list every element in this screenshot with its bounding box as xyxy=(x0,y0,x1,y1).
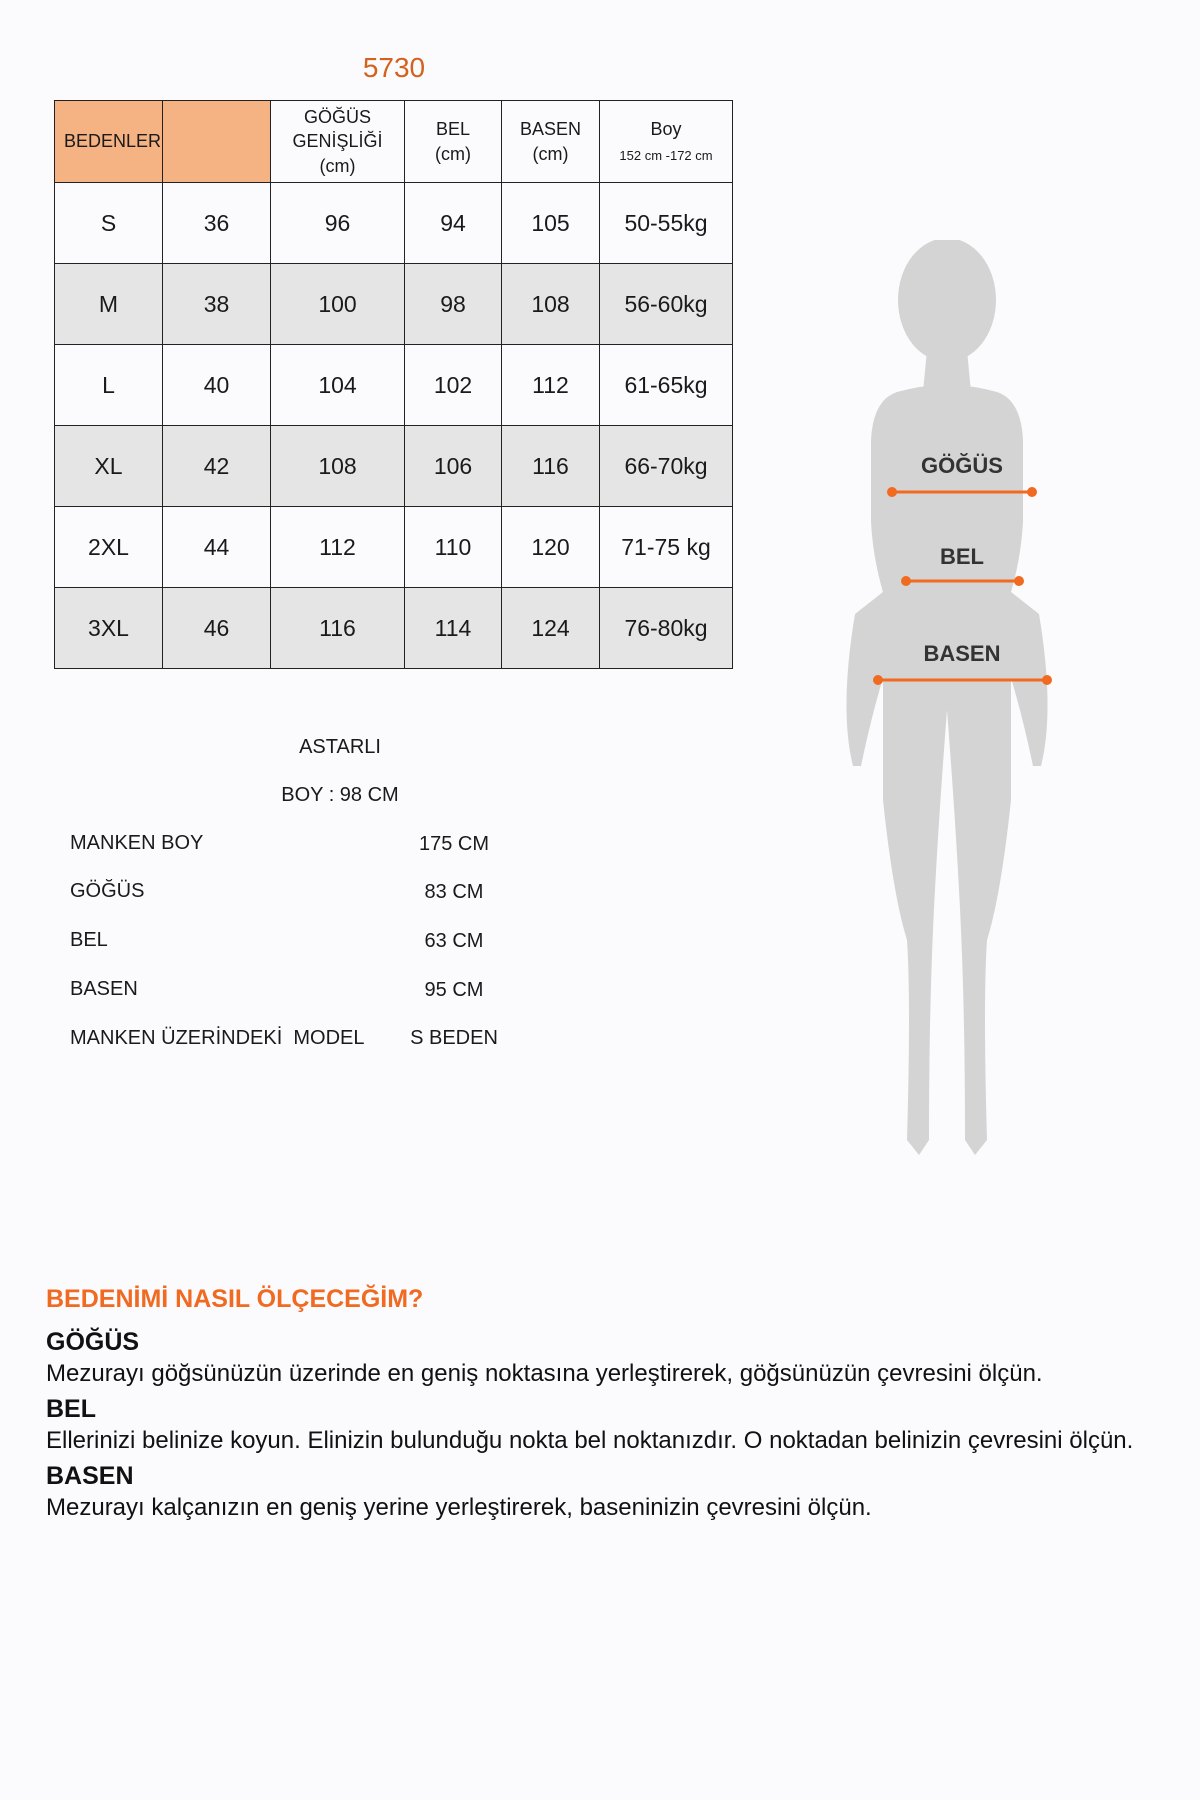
cell-waist: 114 xyxy=(405,588,502,669)
cell-size: XL xyxy=(55,426,163,507)
guide-title: BEDENİMİ NASIL ÖLÇECEĞİM? xyxy=(46,1285,424,1313)
cell-number: 40 xyxy=(163,345,271,426)
cell-size: 3XL xyxy=(55,588,163,669)
guide-text-chest: Mezurayı göğsünüzün üzerinde en geniş noktasına yerleştirerek, göğsünüzün çevresini ölçün. xyxy=(46,1360,1043,1387)
table-row xyxy=(55,507,733,588)
guide-text-waist: Ellerinizi belinize koyun. Elinizin bulunduğu nokta bel noktanızdır. O noktadan belinizin çevresini ölçün. xyxy=(46,1427,1134,1454)
header-waist-line2: (cm) xyxy=(435,143,471,164)
header-chest xyxy=(271,101,405,183)
cell-weight: 50-55kg xyxy=(600,183,733,264)
cell-size: S xyxy=(55,183,163,264)
cell-waist: 98 xyxy=(405,264,502,345)
cell-waist: 102 xyxy=(405,345,502,426)
table-row xyxy=(55,264,733,345)
guide-heading-waist: BEL xyxy=(46,1395,96,1423)
cell-chest: 104 xyxy=(271,345,405,426)
cell-chest: 100 xyxy=(271,264,405,345)
info-value-chest: 83 CM xyxy=(424,881,484,903)
cell-size: M xyxy=(55,264,163,345)
cell-hip: 120 xyxy=(502,507,600,588)
header-hip-line2: (cm) xyxy=(532,143,569,164)
table-row xyxy=(55,426,733,507)
cell-number: 38 xyxy=(163,264,271,345)
info-label-model-height: MANKEN BOY xyxy=(70,832,204,854)
table-row xyxy=(55,183,733,264)
cell-hip: 124 xyxy=(502,588,600,669)
cell-hip: 108 xyxy=(502,264,600,345)
info-value-model-height: 175 CM xyxy=(418,833,490,855)
cell-hip: 116 xyxy=(502,426,600,507)
header-waist-line1: BEL xyxy=(435,119,471,140)
guide-heading-chest: GÖĞÜS xyxy=(46,1328,140,1356)
cell-waist: 110 xyxy=(405,507,502,588)
figure-chest-label: GÖĞÜS xyxy=(921,453,1003,478)
cell-number: 42 xyxy=(163,426,271,507)
table-row xyxy=(55,345,733,426)
table-header-row xyxy=(55,101,733,183)
figure-waist-label: BEL xyxy=(940,544,984,569)
info-value-hip: 95 CM xyxy=(424,979,484,1001)
cell-hip: 105 xyxy=(502,183,600,264)
figure-hip-label: BASEN xyxy=(923,641,1001,666)
info-label-chest: GÖĞÜS xyxy=(70,880,145,902)
chest-line-start-dot xyxy=(889,489,896,496)
cell-size: 2XL xyxy=(55,507,163,588)
cell-weight: 56-60kg xyxy=(600,264,733,345)
cell-number: 36 xyxy=(163,183,271,264)
body-measurement-figure xyxy=(825,240,1070,1180)
info-label-hip: BASEN xyxy=(70,978,138,1000)
hip-line-end-dot xyxy=(1044,677,1051,684)
info-value-waist: 63 CM xyxy=(424,930,484,952)
length-note: BOY : 98 CM xyxy=(281,784,399,806)
cell-size: L xyxy=(55,345,163,426)
cell-weight: 61-65kg xyxy=(600,345,733,426)
header-chest-line3: (cm) xyxy=(319,155,356,176)
waist-line-start-dot xyxy=(903,578,910,585)
cell-chest: 108 xyxy=(271,426,405,507)
mannequin-silhouette xyxy=(846,240,1047,1155)
lining-note: ASTARLI xyxy=(299,736,381,758)
header-hip xyxy=(502,101,600,183)
cell-chest: 112 xyxy=(271,507,405,588)
header-boy-line2: 152 cm -172 cm xyxy=(619,147,713,163)
hip-line-start-dot xyxy=(875,677,882,684)
guide-heading-hip: BASEN xyxy=(46,1462,134,1490)
cell-waist: 106 xyxy=(405,426,502,507)
cell-waist: 94 xyxy=(405,183,502,264)
header-hip-line1: BASEN xyxy=(519,119,582,140)
info-label-worn-size: MANKEN ÜZERİNDEKİ MODEL xyxy=(70,1027,365,1049)
header-boy-line1: Boy xyxy=(650,119,682,140)
header-sizes: BEDENLER xyxy=(55,101,163,183)
cell-number: 46 xyxy=(163,588,271,669)
header-number xyxy=(163,101,271,183)
header-chest-line2: GENİŞLİĞİ xyxy=(292,131,383,152)
size-chart-table xyxy=(54,100,733,669)
cell-hip: 112 xyxy=(502,345,600,426)
info-label-waist: BEL xyxy=(70,929,108,951)
cell-weight: 71-75 kg xyxy=(600,507,733,588)
header-waist xyxy=(405,101,502,183)
chest-line-end-dot xyxy=(1029,489,1036,496)
header-boy xyxy=(600,101,733,183)
cell-chest: 116 xyxy=(271,588,405,669)
header-chest-line1: GÖĞÜS xyxy=(303,107,371,128)
waist-line-end-dot xyxy=(1016,578,1023,585)
guide-text-hip: Mezurayı kalçanızın en geniş yerine yerleştirerek, baseninizin çevresini ölçün. xyxy=(46,1494,872,1521)
product-code: 5730 xyxy=(362,52,426,83)
cell-weight: 76-80kg xyxy=(600,588,733,669)
cell-chest: 96 xyxy=(271,183,405,264)
cell-number: 44 xyxy=(163,507,271,588)
info-value-worn-size: S BEDEN xyxy=(410,1027,498,1049)
cell-weight: 66-70kg xyxy=(600,426,733,507)
table-row xyxy=(55,588,733,669)
measurement-guide xyxy=(46,1285,1156,1527)
